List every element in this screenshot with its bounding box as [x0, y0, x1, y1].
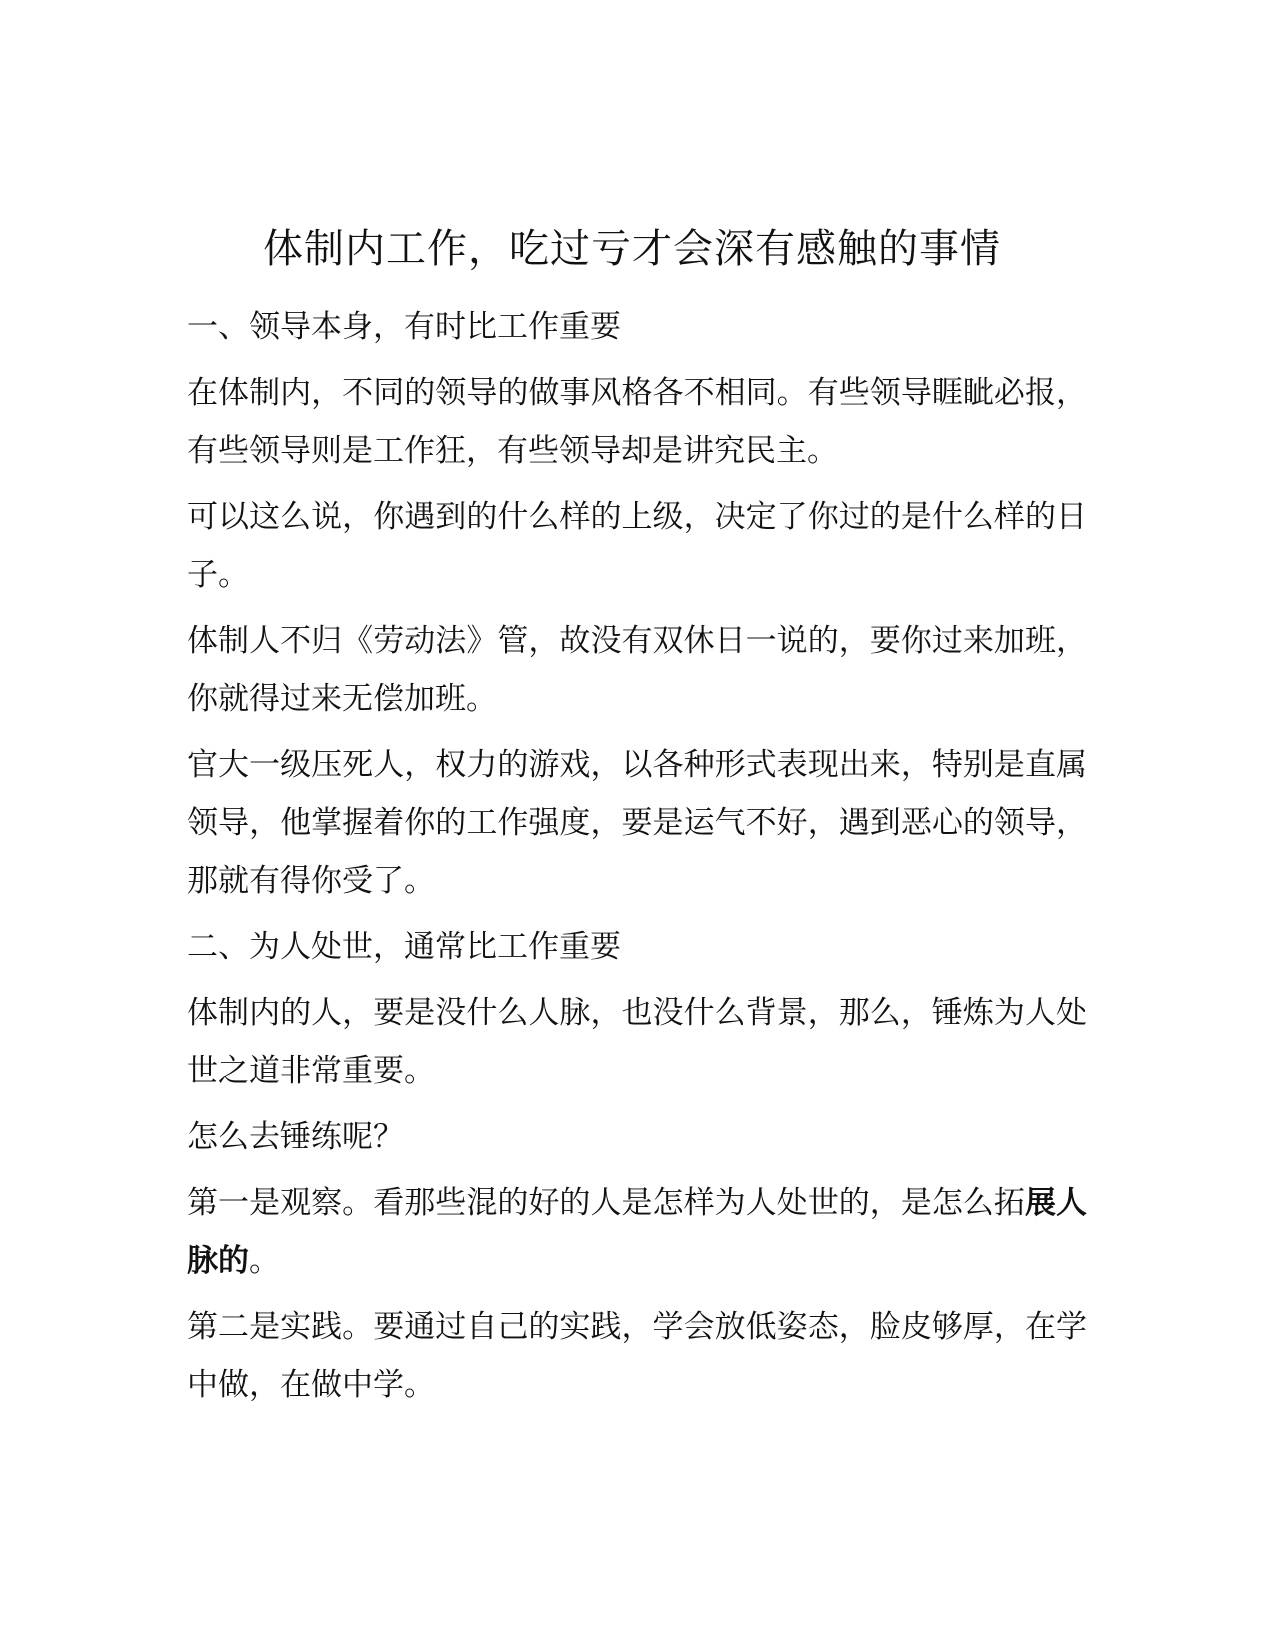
- paragraph-8: 第二是实践。要通过自己的实践，学会放低姿态，脸皮够厚，在学中做，在做中学。: [187, 1309, 1087, 1403]
- document-title: 体制内工作，吃过亏才会深有感触的事情: [263, 226, 1001, 272]
- paragraph-3: 体制人不归《劳动法》管，故没有双休日一说的，要你过来加班，你就得过来无偿加班。: [187, 623, 1087, 717]
- paragraph-2: 可以这么说，你遇到的什么样的上级，决定了你过的是什么样的日子。: [187, 499, 1087, 593]
- paragraph-7-end: 。: [249, 1243, 280, 1279]
- paragraph-7-text: 第一是观察。看那些混的好的人是怎样为人处世的，是怎么拓: [187, 1185, 1025, 1221]
- paragraph-6: 怎么去锤练呢？: [187, 1119, 404, 1155]
- paragraph-7: [187, 1174, 1087, 1290]
- document-body: [187, 222, 1087, 1422]
- section-heading-1: 一、领导本身，有时比工作重要: [187, 309, 621, 345]
- paragraph-7-bold-text: 展人脉的: [187, 1185, 1088, 1279]
- paragraph-4: 官大一级压死人，权力的游戏，以各种形式表现出来，特别是直属领导，他掌握着你的工作强度，要是运气不好，遇到恶心的领导，那就有得你受了。: [187, 747, 1087, 899]
- paragraph-1: 在体制内，不同的领导的做事风格各不相同。有些领导睚眦必报，有些领导则是工作狂，有些领导却是讲究民主。: [187, 375, 1087, 469]
- section-heading-2: 二、为人处世，通常比工作重要: [187, 929, 621, 965]
- paragraph-5: 体制内的人，要是没什么人脉，也没什么背景，那么，锤炼为人处世之道非常重要。: [187, 995, 1087, 1089]
